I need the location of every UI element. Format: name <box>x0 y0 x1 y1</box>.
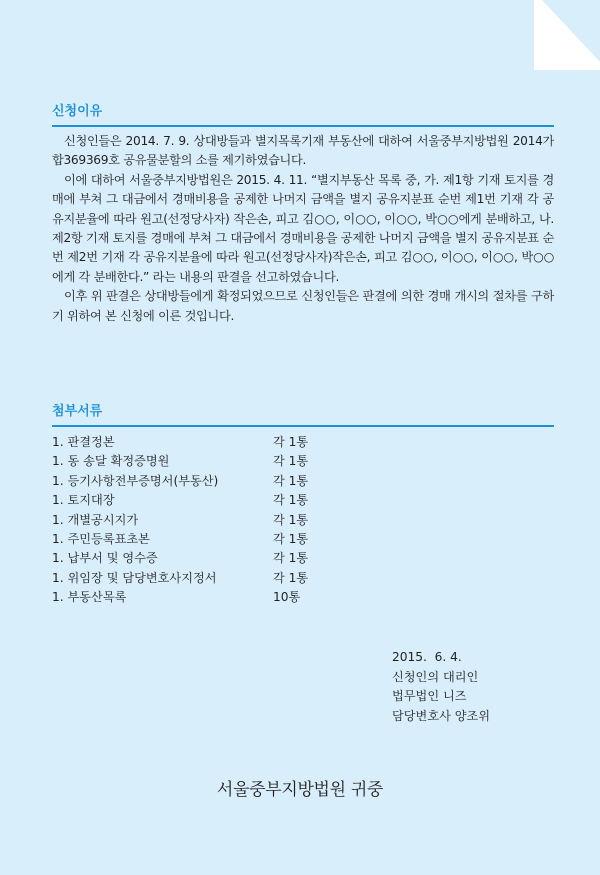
attachment-quantity: 각 1통 <box>273 473 309 488</box>
list-item <box>52 569 554 588</box>
attachment-quantity: 각 1통 <box>273 531 309 546</box>
attachment-quantity: 각 1통 <box>273 454 309 469</box>
list-item <box>52 452 554 471</box>
page-corner-fold <box>534 0 600 70</box>
attachment-quantity: 각 1통 <box>273 512 309 527</box>
attachment-name: 1. 판결정본 <box>52 435 115 449</box>
filing-date: 2015. 6. 4. <box>392 650 462 664</box>
attachment-name: 1. 부동산목록 <box>52 590 127 605</box>
list-item <box>52 549 554 568</box>
attachment-quantity: 각 1통 <box>273 551 309 566</box>
signature-line: 법무법인 니즈 <box>392 689 467 704</box>
reason-paragraph: 이에 대하여 서울중부지방법원은 2015. 4. 11. “별지부동산 목록 중, 가. 제1항 기재 토지를 경매에 부쳐 그 대금에서 경매비용을 공제한 나머지 금액을 별지 공유지분표 순번 제1번 기재 각 공유지분율에 따라 원고(선정당사자) 작은손, 피고 김○○, 이○○, 이○○, 박○○에게 분배하고, 나. 제2항 기재 토지를 경매에 부쳐 그 대금에서 경매비용을 공제한 나머지 금액을 별지 공유지분표 순번 제2번 기재 각 공유지분율에 따라 원고(선정당사자)작은손, 피고 김○○, 이○○, 이○○, 박○○에게 각 분배한다.” 라는 내용의 판결을 선고하였습니다. <box>52 172 554 284</box>
list-item <box>52 491 554 510</box>
list-item <box>52 511 554 530</box>
list-item <box>52 530 554 549</box>
attachment-name: 1. 납부서 및 영수증 <box>52 551 158 566</box>
attachments-section-title: 첨부서류 <box>52 404 554 427</box>
attachment-name: 1. 등기사항전부증명서(부동산) <box>52 473 219 488</box>
list-item <box>52 588 554 607</box>
attachments-list <box>52 433 554 608</box>
attachment-name: 1. 위임장 및 담당변호사지정서 <box>52 570 217 585</box>
attachment-name: 1. 주민등록표초본 <box>52 531 150 546</box>
reason-section-title: 신청이유 <box>52 104 554 127</box>
attachment-name: 1. 토지대장 <box>52 493 115 508</box>
court-addressee: 서울중부지방법원 귀중 <box>216 780 384 800</box>
signature-line: 담당변호사 양조위 <box>392 708 491 723</box>
attachment-quantity: 각 1통 <box>273 570 309 585</box>
list-item <box>52 433 554 452</box>
reason-paragraph: 신청인들은 2014. 7. 9. 상대방들과 별지목록기재 부동산에 대하여 서울중부지방법원 2014가합369369호 공유물분할의 소를 제기하였습니다. <box>52 134 554 168</box>
attachment-name: 1. 개별공시지가 <box>52 512 139 527</box>
signature-line: 신청인의 대리인 <box>392 669 479 684</box>
attachment-quantity: 각 1통 <box>273 435 309 449</box>
signature-block <box>392 648 490 726</box>
attachment-quantity: 10통 <box>273 590 301 605</box>
attachment-quantity: 각 1통 <box>273 493 309 508</box>
attachment-name: 1. 동 송달 확정증명원 <box>52 454 170 469</box>
list-item <box>52 472 554 491</box>
reason-paragraph: 이후 위 판결은 상대방들에게 확정되었으므로 신청인들은 판결에 의한 경매 개시의 절차를 구하기 위하여 본 신청에 이른 것입니다. <box>52 289 554 323</box>
reason-body <box>52 132 554 326</box>
